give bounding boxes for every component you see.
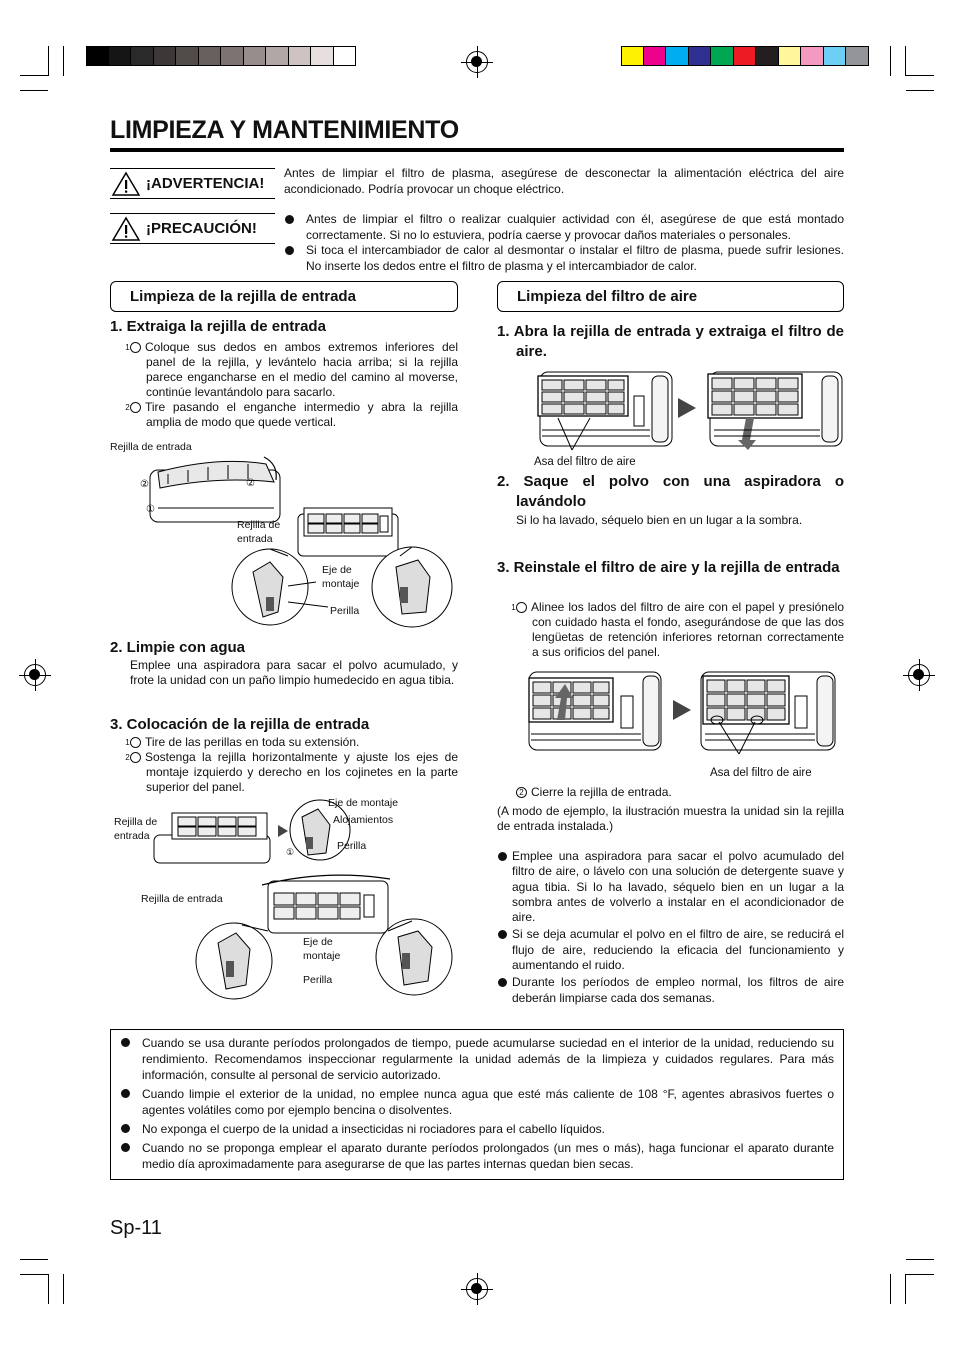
right-bullet: Durante los períodos de empleo normal, los filtros de aire deberán limpiarse cada dos semanas.	[497, 975, 844, 1006]
page-title: LIMPIEZA Y MANTENIMIENTO	[110, 116, 459, 144]
crop-mark	[20, 90, 48, 91]
fig-label: Perilla	[303, 974, 333, 986]
crop-mark	[20, 75, 48, 76]
fig-label: Perilla	[330, 605, 360, 617]
crop-mark	[890, 1274, 891, 1304]
fig-label: Eje de montaje	[322, 564, 360, 590]
precaucion-list	[284, 212, 844, 274]
crop-mark	[905, 46, 906, 76]
advertencia-label: ¡ADVERTENCIA!	[146, 175, 265, 192]
notes-box	[110, 1029, 844, 1180]
calibration-swatch	[756, 46, 779, 66]
calibration-swatch	[689, 46, 712, 66]
calibration-swatch	[244, 46, 267, 66]
calibration-swatch	[334, 46, 357, 66]
title-rule	[110, 148, 844, 152]
fig-label: Asa del filtro de aire	[710, 767, 812, 779]
calibration-swatch	[621, 46, 644, 66]
section-heading-filtro: Limpieza del filtro de aire	[497, 281, 844, 312]
crop-mark	[906, 75, 934, 76]
left-step1-item: 2 Tire pasando el enganche intermedio y abra la rejilla amplia de modo que quede vertical.	[125, 400, 458, 429]
right-step2-text: Si lo ha lavado, séquelo bien en un lugar a la sombra.	[516, 513, 803, 527]
figure-remove-grille	[138, 452, 458, 637]
fig-label: Rejilla de entrada	[114, 816, 158, 842]
crop-mark	[20, 1259, 48, 1260]
advertencia-box	[110, 168, 275, 199]
left-step3-item: 2 Sostenga la rejilla horizontalmente y ajuste los ejes de montaje izquierdo y derecho en los cojinetes en la parte superior del panel.	[125, 750, 458, 794]
right-bullet: Si se deja acumular el polvo en el filtro de aire, se reducirá el flujo de aire, reduciendo la eficacia del funcionamiento y aumentando el ruido.	[497, 927, 844, 973]
warning-triangle-icon	[112, 217, 140, 241]
color-calibration-bar	[621, 46, 869, 66]
calibration-swatch	[734, 46, 757, 66]
right-step3-title: 3. Reinstale el filtro de aire y la rejilla de entrada	[497, 559, 840, 576]
crop-mark	[905, 1274, 906, 1304]
calibration-swatch	[86, 46, 109, 66]
crop-mark	[63, 1274, 64, 1304]
page-number: Sp-11	[110, 1217, 162, 1239]
calibration-swatch	[666, 46, 689, 66]
left-step3-title: 3. Colocación de la rejilla de entrada	[110, 716, 370, 733]
crop-mark	[906, 1274, 934, 1275]
note-item: Cuando limpie el exterior de la unidad, no emplee nunca agua que esté más caliente de 108 °F, agentes abrasivos fuertes o agentes volátiles como por ejemplo bencina o disolventes.	[120, 1086, 834, 1118]
left-step3-items	[125, 735, 458, 795]
calibration-swatch	[824, 46, 847, 66]
calibration-swatch	[154, 46, 177, 66]
crop-mark	[906, 1259, 934, 1260]
crop-mark	[20, 1274, 48, 1275]
fig-label: Rejilla de entrada	[141, 893, 223, 905]
fig-label: Rejilla de entrada	[110, 441, 192, 453]
right-bullet: Emplee una aspiradora para sacar el polvo acumulado del filtro de aire, o lávelo con una solución de detergente suave y agua tibia. Si lo ha lavado, séquelo bien en un lugar a la sombra antes de volverlo a instalar en el acondicionador de aire.	[497, 849, 844, 925]
registration-mark	[908, 664, 930, 686]
right-step3-item1: 1 Alinee los lados del filtro de aire con el papel y presiónelo con cuidado hasta el fondo, asegurándose de que las dos lengüetas de retención inferiores retornan correctamente a sus orificios del panel.	[511, 600, 844, 659]
precaucion-item: Antes de limpiar el filtro o realizar cualquier actividad con él, asegúrese de que está montado correctamente. Si no lo estuviera, podría caerse y provocar daños materiales o personales.	[284, 212, 844, 243]
left-step3-item: 1 Tire de las perillas en toda su extensión.	[125, 735, 360, 749]
crop-mark	[48, 46, 49, 76]
fig-label: Alojamientos	[333, 814, 394, 826]
note-item: Cuando no se proponga emplear el aparato durante períodos prolongados (un mes o más), haga funcionar el aparato durante medio día aproximadamente para asegurarse de que las partes internas quedan bien secas.	[120, 1140, 834, 1172]
left-step2-title: 2. Limpie con agua	[110, 639, 246, 656]
crop-mark	[906, 90, 934, 91]
fig-label: Perilla	[337, 840, 367, 852]
fig-label: Rejilla de entrada	[237, 519, 281, 545]
fig-label: Eje de montaje	[303, 936, 341, 962]
precaucion-box	[110, 213, 275, 244]
svg-text:①: ①	[146, 504, 155, 515]
warning-triangle-icon	[112, 172, 140, 196]
svg-text:①: ①	[286, 847, 295, 857]
section-heading-rejilla: Limpieza de la rejilla de entrada	[110, 281, 458, 312]
figure-remove-filter	[520, 368, 845, 450]
left-step1-item: 1 Coloque sus dedos en ambos extremos inferiores del panel de la rejilla, y levántelo hacia arriba; si la rejilla parece engancharse en el medio del camino al moverse, continúe levantándolo para sacarlo.	[125, 340, 458, 399]
right-step3-item2: 2 Cierre la rejilla de entrada.	[516, 785, 844, 800]
gray-calibration-bar	[86, 46, 356, 66]
calibration-swatch	[289, 46, 312, 66]
calibration-swatch	[176, 46, 199, 66]
fig-label: Eje de montaje	[328, 797, 399, 809]
precaucion-item: Si toca el intercambiador de calor al desmontar o instalar el filtro de plasma, puede sufrir lesiones. No inserte los dedos entre el filtro de plasma y el intercambiador de calor.	[284, 243, 844, 274]
right-bullet-list	[497, 849, 844, 1006]
crop-mark	[890, 46, 891, 76]
registration-mark	[466, 1278, 488, 1300]
crop-mark	[63, 46, 64, 76]
right-step2-title: 2. Saque el polvo con una aspiradora o lavándolo	[497, 473, 844, 510]
calibration-swatch	[311, 46, 334, 66]
calibration-swatch	[221, 46, 244, 66]
left-step2-text: Emplee una aspiradora para sacar el polvo acumulado, y frote la unidad con un paño limpio humedecido en agua tibia.	[130, 658, 458, 687]
calibration-swatch	[109, 46, 132, 66]
precaucion-label: ¡PRECAUCIÓN!	[146, 220, 257, 237]
calibration-swatch	[199, 46, 222, 66]
calibration-swatch	[846, 46, 869, 66]
svg-text:②: ②	[246, 478, 255, 489]
right-step1-title: 1. Abra la rejilla de entrada y extraiga el filtro de aire.	[497, 323, 844, 360]
right-example-note: (A modo de ejemplo, la ilustración muestra la unidad sin la rejilla de entrada instalada.)	[497, 804, 844, 833]
calibration-swatch	[266, 46, 289, 66]
left-step1-items	[125, 340, 458, 430]
calibration-swatch	[644, 46, 667, 66]
registration-mark	[466, 51, 488, 73]
calibration-swatch	[131, 46, 154, 66]
fig-label: Asa del filtro de aire	[534, 456, 636, 468]
calibration-swatch	[801, 46, 824, 66]
calibration-swatch	[779, 46, 802, 66]
figure-install-filter	[527, 670, 845, 754]
note-item: No exponga el cuerpo de la unidad a insecticidas ni rociadores para el cabello líquidos.	[120, 1121, 834, 1137]
note-item: Cuando se usa durante períodos prolongados de tiempo, puede acumularse suciedad en el interior de la unidad, reduciendo su rendimiento. Recomendamos inspeccionar regularmente la unidad además de la limpieza y cuidados regulares. Para más información, consulte al personal de servicio autorizado.	[120, 1035, 834, 1083]
crop-mark	[48, 1274, 49, 1304]
advertencia-text: Antes de limpiar el filtro de plasma, asegúrese de desconectar la alimentación eléctrica del aire acondicionado. Podría provocar un choque eléctrico.	[284, 166, 844, 196]
left-step1-title: 1. Extraiga la rejilla de entrada	[110, 318, 326, 335]
registration-mark	[24, 664, 46, 686]
calibration-swatch	[711, 46, 734, 66]
svg-text:②: ②	[140, 479, 149, 490]
